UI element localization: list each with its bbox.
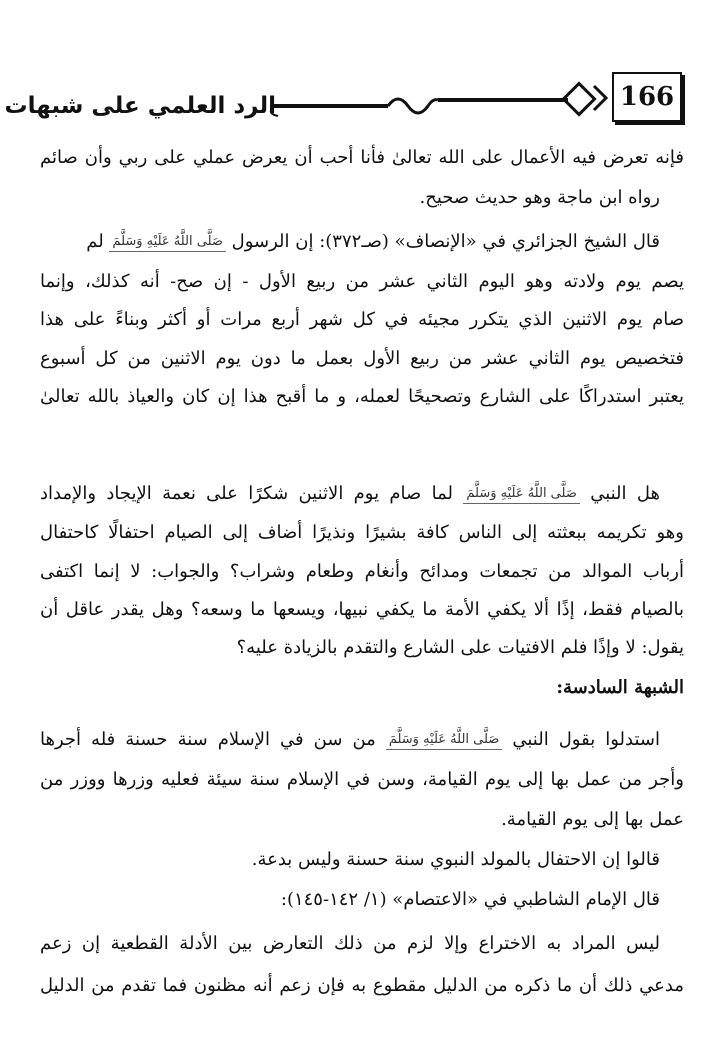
salawat-calligraphy: صَلَّى اللَّهُ عَلَيْهِ وَسَلَّمَ (109, 233, 226, 252)
text-line: قالوا إن الاحتفال بالمولد النبوي سنة حسنة وليس بدعة. (251, 849, 660, 870)
text-line: عمل بها إلى يوم القيامة. (501, 809, 684, 830)
text-line (40, 722, 660, 758)
text-line: بالصيام فقط، إذًا ألا يكفي الأمة ما يكفي نبيها، ويسعها ما وسعه؟ وهل يقدر عاقل أن (40, 599, 684, 620)
salawat-calligraphy: صَلَّى اللَّهُ عَلَيْهِ وَسَلَّمَ (463, 485, 580, 504)
text-line: أرباب الموالد من تجمعات ومدائح وأنغام وطعام وشراب؟ والجواب: لا إنما اكتفى (40, 561, 684, 582)
salawat-calligraphy: صَلَّى اللَّهُ عَلَيْهِ وَسَلَّمَ (386, 731, 503, 750)
text-fragment: من سن في الإسلام سنة حسنة فله أجرها (40, 729, 376, 750)
text-line: رواه ابن ماجة وهو حديث صحيح. (419, 187, 660, 208)
text-line: يصم يوم ولادته وهو اليوم الثاني عشر من ربيع الأول - إن صح- أنه كذلك، وإنما (40, 271, 684, 292)
text-fragment: استدلوا بقول النبي (512, 729, 660, 750)
text-line: وأجر من عمل بها إلى يوم القيامة، وسن في الإسلام سنة سيئة فعليه وزرها ووزر من (40, 769, 684, 790)
text-line: صام يوم الاثنين الذي يتكرر مجيئه في كل شهر أربع مرات أو أكثر وبناءً على هذا (40, 309, 684, 330)
book-title: الرد العلمي على شبهات (4, 93, 276, 119)
text-fragment: لما صام يوم الاثنين شكرًا على نعمة الإيجاد والإمداد (40, 483, 454, 504)
text-line: يعتبر استدراكًا على الشارع وتصحيحًا لعمله، و ما أقبح هذا إن كان والعياذ بالله تعالىٰ (40, 386, 684, 407)
text-line: فإنه تعرض فيه الأعمال على الله تعالىٰ فأنا أحب أن يعرض عملي على ربي وأن صائم (40, 147, 684, 168)
text-line: ليس المراد به الاختراع وإلا لزم من ذلك التعارض بين الأدلة القطعية إن زعم (40, 933, 660, 954)
header-ornament-icon (268, 78, 610, 122)
text-fragment: هل النبي (590, 483, 660, 504)
text-line: يقول: لا وإذًا فلم الافتيات على الشارع والتقدم بالزيادة عليه؟ (236, 637, 684, 658)
text-line (40, 224, 660, 260)
text-line: فتخصيص يوم الثاني عشر من ربيع الأول بعمل ما دون يوم الاثنين من كل أسبوع (40, 348, 684, 369)
text-line: وهو تكريمه ببعثته إلى الناس كافة بشيرًا ونذيرًا أضاف إلى الصيام احتفالًا كاحتفال (40, 522, 684, 543)
text-line (40, 476, 660, 512)
text-line: مدعي ذلك أن ما ذكره من الدليل مقطوع به فإن زعم أنه مظنون فما تقدم من الدليل (40, 975, 684, 996)
text-line: قال الإمام الشاطبي في «الاعتصام» (١/ ١٤٢-١٤٥): (280, 889, 660, 910)
text-fragment: قال الشيخ الجزائري في «الإنصاف» (صـ٣٧٢): إن الرسول (231, 231, 660, 252)
page-number: 166 (612, 72, 682, 122)
text-fragment: لم (86, 231, 104, 252)
section-heading: الشبهة السادسة: (556, 677, 684, 698)
